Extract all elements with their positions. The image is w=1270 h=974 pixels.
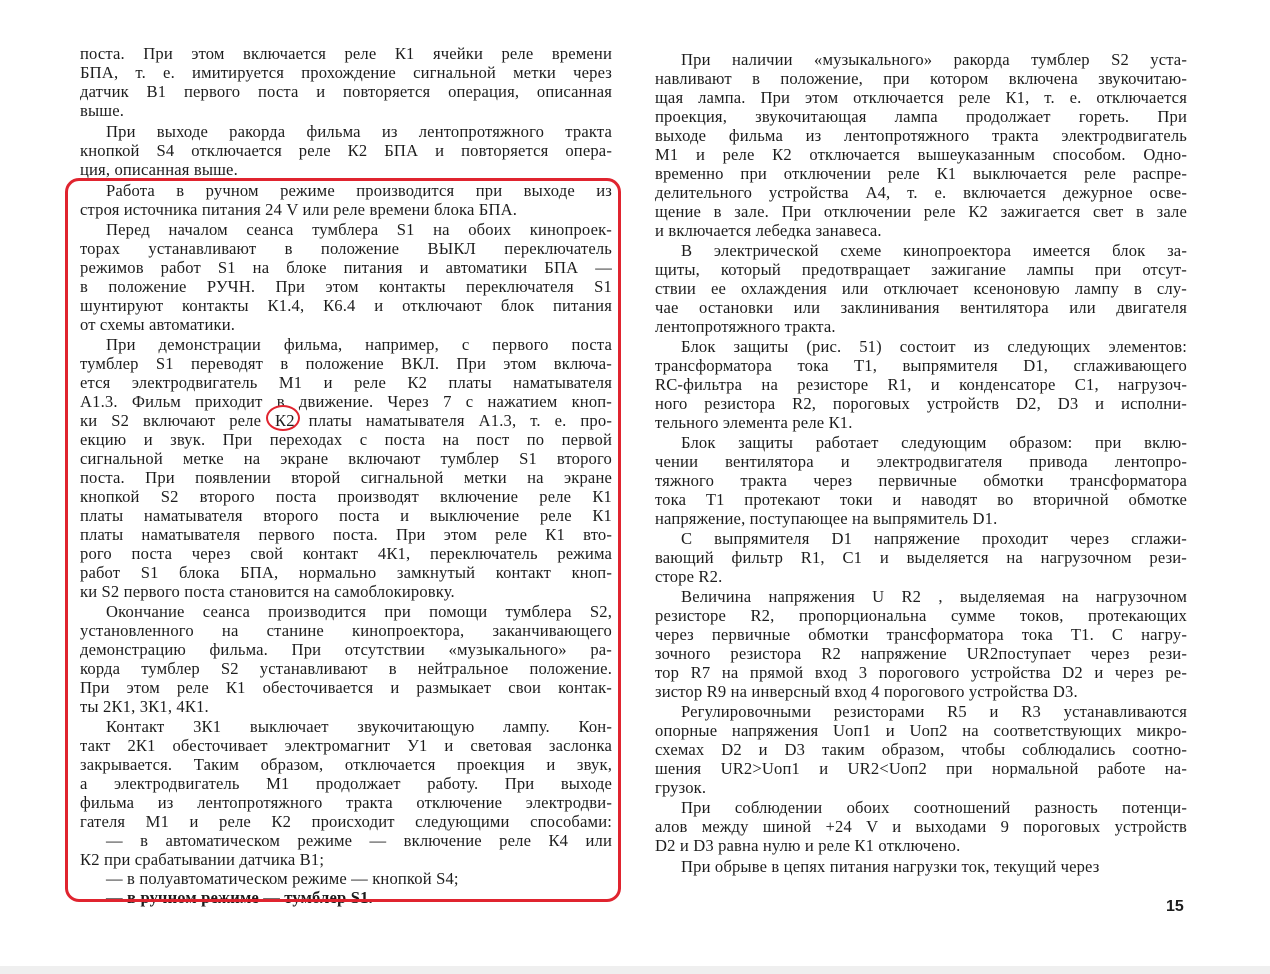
highlight-circle-k2 [266, 405, 300, 431]
text-line: тор R7 на прямой вход 3 порогового устройства D2 и через ре- [655, 663, 1187, 682]
text-line: А1.3. Фильм приходит в движение. Через 7 с нажатием кноп- [80, 392, 612, 411]
text-line: кнопкой S2 второго поста производят включение реле К1 [80, 487, 612, 506]
text-line: грузок. [655, 778, 707, 797]
text-line: режимов работ S1 на блоке питания и автоматики БПА — [80, 258, 612, 277]
text-line: навливают в положение, при котором включена звукочитаю- [655, 69, 1187, 88]
text-line: тумблер S1 переводят в положение ВКЛ. При этом включа- [80, 354, 612, 373]
text-line: екцию и звук. При переходах с поста на пост по первой [80, 430, 612, 449]
text-line: К2 при срабатывании датчика В1; [80, 850, 325, 869]
text-line: проекция, звукочитающая лампа продолжает гореть. При [655, 107, 1187, 126]
text-line: ки S2 первого поста становится на самоблокировку. [80, 582, 455, 601]
text-line: схемах D2 и D3 таким образом, чтобы соблюдались соотно- [655, 740, 1187, 759]
text-line: делительного устройства А4, т. е. включается дежурное осве- [655, 183, 1187, 202]
text-line: временно при отключении реле К1 выключается реле распре- [655, 164, 1187, 183]
text-line: Блок защиты работает следующим образом: при вклю- [681, 433, 1187, 452]
text-line: строя источника питания 24 V или реле времени блока БПА. [80, 200, 518, 219]
text-line: лентопротяжного тракта. [655, 317, 836, 336]
text-line: торах устанавливают в положение ВЫКЛ переключатель [80, 239, 612, 258]
page-number: 15 [1166, 898, 1184, 915]
text-line: в положение РУЧН. При этом контакты переключателя S1 [80, 277, 612, 296]
page-bottom-edge [0, 966, 1270, 974]
text-line: от схемы автоматики. [80, 315, 236, 334]
text-line: RC-фильтра на резисторе R1, и конденсаторе С1, нагрузоч- [655, 375, 1187, 394]
text-line: а электродвигатель М1 продолжает работу. При выходе [80, 774, 612, 793]
text-line: напряжение, поступающее на выпрямитель D1. [655, 509, 998, 528]
text-line: ция, описанная выше. [80, 160, 238, 179]
text-line: платы наматывателя второго поста и выключение реле К1 [80, 506, 612, 525]
text-line: чае остановки или заклинивания вентилятора или двигателя [655, 298, 1187, 317]
text-line: опорные напряжения Uоп1 и Uоп2 на соответствующих микро- [655, 721, 1187, 740]
text-line: чении вентилятора и электродвигателя привода лентопро- [655, 452, 1187, 471]
highlight-frame [65, 178, 621, 902]
text-line: установленного на станине кинопроектора, заканчивающего [80, 621, 612, 640]
text-line: — в ручном режиме — тумблер S1. [106, 888, 373, 907]
text-line: выше. [80, 101, 125, 120]
text-line: При наличии «музыкального» ракорда тумблер S2 уста- [681, 50, 1187, 69]
text-line: Величина напряжения U R2 , выделяемая на нагрузочном [681, 587, 1187, 606]
text-line: фильма из лентопротяжного тракта отключение электродви- [80, 793, 612, 812]
text-line: сторе R2. [655, 567, 723, 586]
text-line: демонстрацию фильма. При отсутствии «музыкального» ра- [80, 640, 612, 659]
text-line: шения UR2>Uоп1 и UR2<Uоп2 при нормальной работе на- [655, 759, 1187, 778]
text-line: гателя М1 и реле К2 происходит следующими способами: [80, 812, 612, 831]
text-line: тельного элемента реле К1. [655, 413, 853, 432]
text-line: БПА, т. е. имитируется прохождение сигнальной метки через [80, 63, 612, 82]
text-line: ты 2К1, 3К1, 4К1. [80, 697, 209, 716]
text-line: Блок защиты (рис. 51) состоит из следующих элементов: [681, 337, 1187, 356]
text-line: через первичные обмотки трансформатора тока Т1. С нагру- [655, 625, 1187, 644]
text-line: Контакт 3К1 выключает звукочитающую лампу. Кон- [106, 717, 612, 736]
text-line: При этом реле К1 обесточивается и размыкает свои контак- [80, 678, 612, 697]
text-line: зочного резистора R2 напряжение UR2поступает через рези- [655, 644, 1187, 663]
text-line: Перед началом сеанса тумблера S1 на обоих кинопроек- [106, 220, 612, 239]
text-line: тяжного тракта через первичные обмотки трансформатора [655, 471, 1187, 490]
text-line: такт 2К1 обесточивает электромагнит У1 и световая заслонка [80, 736, 612, 755]
text-line: работ S1 блока БПА, нормально замкнутый контакт кноп- [80, 563, 612, 582]
text-line: кнопкой S4 отключается реле К2 БПА и повторяется опера- [80, 141, 612, 160]
text-line: корда тумблер S2 устанавливают в нейтральное положение. [80, 659, 612, 678]
text-line: ется электродвигатель М1 и реле К2 платы наматывателя [80, 373, 612, 392]
text-line: ки S2 включают реле К2 платы наматывателя А1.3, т. е. про- [80, 411, 612, 430]
text-line: закрывается. Таким образом, отключается проекция и звук, [80, 755, 612, 774]
text-line: При выходе ракорда фильма из лентопротяжного тракта [106, 122, 612, 141]
text-line: При демонстрации фильма, например, с первого поста [106, 335, 612, 354]
text-line: щиты, который предотвращает зажигание лампы при отсут- [655, 260, 1187, 279]
text-line: рого поста через свой контакт 4К1, переключатель режима [80, 544, 612, 563]
text-line: М1 и реле К2 отключается вышеуказанным способом. Одно- [655, 145, 1187, 164]
text-line: D2 и D3 равна нулю и реле К1 отключено. [655, 836, 961, 855]
text-line: щение в зале. При отключении реле К2 зажигается свет в зале [655, 202, 1187, 221]
text-line: ствии ее охлаждения или отключает ксеноновую лампу в слу- [655, 279, 1187, 298]
text-line: ного резистора R2, пороговых устройств D2, D3 и исполни- [655, 394, 1187, 413]
text-line: платы наматывателя первого поста. При этом реле К1 вто- [80, 525, 612, 544]
text-line: вающий фильтр R1, С1 и выделяется на нагрузочном рези- [655, 548, 1187, 567]
text-line: Окончание сеанса производится при помощи тумблера S2, [106, 602, 612, 621]
text-line: выходе фильма из лентопротяжного тракта электродвигатель [655, 126, 1187, 145]
text-line: датчик В1 первого поста и повторяется операция, описанная [80, 82, 612, 101]
text-line: В электрической схеме кинопроектора имеется блок за- [681, 241, 1187, 260]
text-line: поста. При этом включается реле К1 ячейки реле времени [80, 44, 612, 63]
text-line: — в полуавтоматическом режиме — кнопкой S4; [106, 869, 459, 888]
text-line: сигнальной метке на экране включают тумблер S1 второго [80, 449, 612, 468]
text-line: Работа в ручном режиме производится при выходе из [106, 181, 612, 200]
text-line: тока Т1 протекают токи и наводят во вторичной обмотке [655, 490, 1187, 509]
text-line: Регулировочными резисторами R5 и R3 устанавливаются [681, 702, 1187, 721]
text-line: При обрыве в цепях питания нагрузки ток, текущий через [681, 857, 1100, 876]
text-line: — в автоматическом режиме — включение реле К4 или [106, 831, 612, 850]
text-line: щая лампа. При этом отключается реле К1, т. е. отключается [655, 88, 1187, 107]
text-line: шунтируют контакты К1.4, К6.4 и отключают блок питания [80, 296, 612, 315]
text-line: трансформатора тока Т1, выпрямителя D1, сглаживающего [655, 356, 1187, 375]
text-line: алов между шиной +24 V и выходами 9 пороговых устройств [655, 817, 1187, 836]
text-line: поста. При появлении второй сигнальной метки на экране [80, 468, 612, 487]
text-line: При соблюдении обоих соотношений разность потенци- [681, 798, 1187, 817]
text-line: и включается лебедка занавеса. [655, 221, 882, 240]
text-line: зистор R9 на инверсный вход 4 порогового устройства D3. [655, 682, 1078, 701]
text-line: С выпрямителя D1 напряжение проходит через сглажи- [681, 529, 1187, 548]
text-line: резисторе R2, пропорциональна сумме токов, протекающих [655, 606, 1187, 625]
